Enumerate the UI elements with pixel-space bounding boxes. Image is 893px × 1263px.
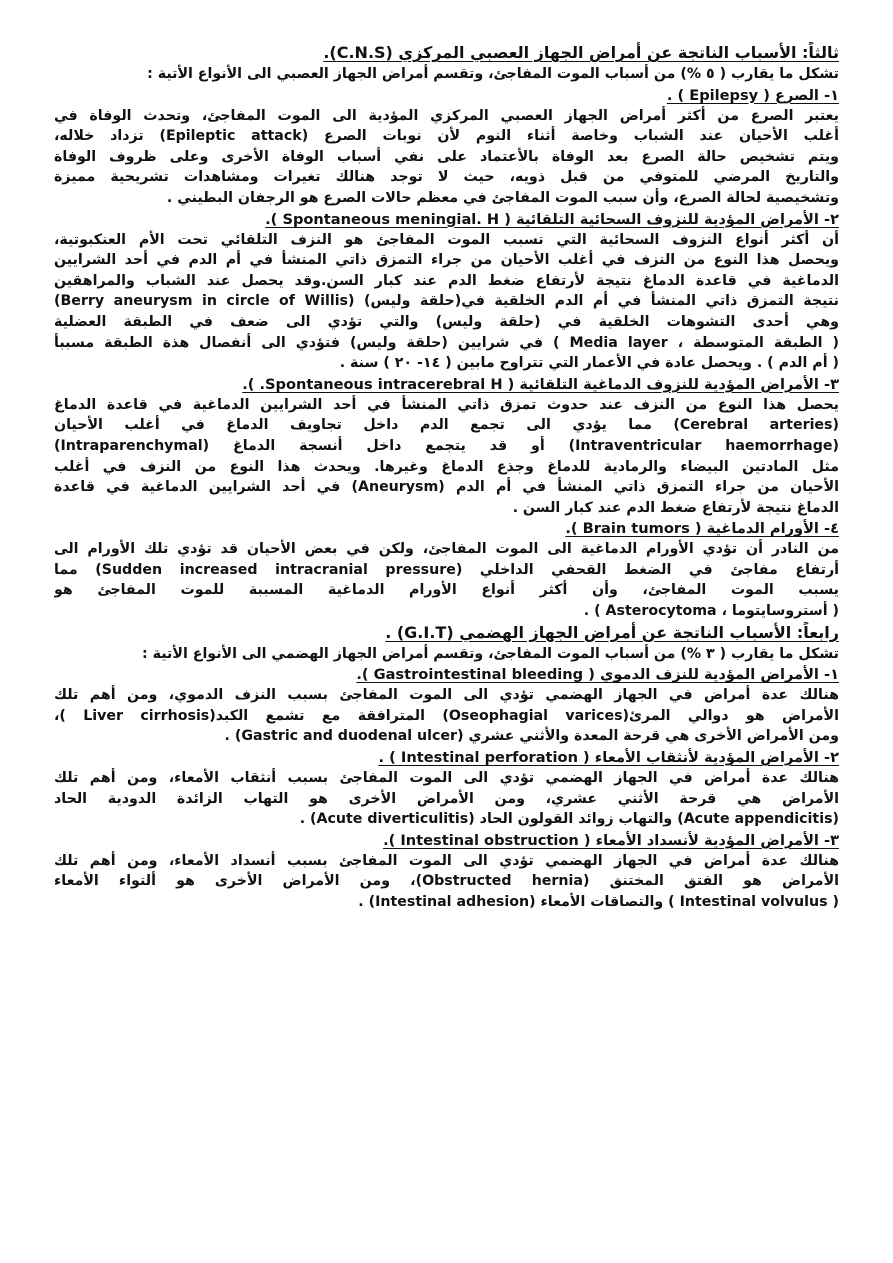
paragraph-line: الأمراض هي قرحة الأثني عشري، ومن الأمراض الأخرى هو التهاب الزائدة الدودية الحاد <box>54 790 839 807</box>
paragraph-line: ويتم تشخيص حالة الصرع بعد الوفاة بالأعتماد على نفي أسباب الوفاة الأخرى وعلى ظروف الوفاة <box>54 148 839 165</box>
paragraph-line: ( أستروسايتوما ، Asterocytoma ) . <box>583 603 839 620</box>
paragraph-line: أن أكثر أنواع النزوف السحائية التي تسبب الموت المفاجئ هو النزف التلقائي تحت الأم العنكبوتية، <box>54 231 839 248</box>
paragraph-line: مثل المادتين البيضاء والرمادية للدماغ وجذع الدماغ وغيرها. ويحدث هذا النوع من النزف في أغلب <box>54 458 839 475</box>
subsection-title-meningeal: ٢- الأمراض المؤدية للنزوف السحائية التلقائية ( Spontaneous meningial. H ). <box>265 210 839 228</box>
paragraph-line: والتاريخ المرضي للمتوفي من قبل ذويه، حيث لا توجد هنالك تغيرات ومشاهدات تشريحية مميزة <box>54 169 839 186</box>
paragraph-line: يعتبر الصرع من أكثر أمراض الجهاز العصبي المركزي المؤدية الى الموت المفاجئ، وتحدث الوفاة في <box>54 107 839 124</box>
paragraph-line: أغلب الأحيان عند الشباب وخاصة أثناء النوم لأن نوبات الصرع (Epileptic attack) تزداد خلاله، <box>54 128 839 145</box>
paragraph-line: ( الطبقة المتوسطة ، Media layer ) في شرايين (حلقة وليس) فتؤدي الى أنفصال هذة الطبقة مسببأ <box>54 334 839 351</box>
paragraph-line: هنالك عدة أمراض في الجهاز الهضمي تؤدي الى الموت المفاجئ بسبب أنسداد الأمعاء، ومن أهم تلك <box>54 852 839 869</box>
subsection-title-epilepsy: ١- الصرع ( Epilepsy ) . <box>666 86 839 104</box>
paragraph-line: الدماغ نتيجة لأرتفاع ضغط الدم عند كبار السن . <box>512 499 839 516</box>
paragraph-line: أرتفاع مفاجئ في الضغط القحفي الداخلي (Sudden increased intracranial pressure) مما <box>54 561 839 578</box>
section-intro: تشكل ما يقارب ( ٥ %) من أسباب الموت المفاجئ، وتقسم أمراض الجهاز العصبي الى الأنواع الأتية : <box>147 66 839 82</box>
paragraph-line: ( أم الدم ) . ويحصل عادة في الأعمار التي تتراوح مابين ( ١٤- ٢٠ ) سنة . <box>339 355 839 372</box>
subsection-title-brain-tumors: ٤- الأورام الدماغية ( Brain tumors ). <box>565 520 839 538</box>
subsection-title-gi-bleeding: ١- الأمراض المؤدية للنزف الدموي ( Gastrointestinal bleeding ). <box>356 666 839 684</box>
paragraph-line: يحصل هذا النوع من النزف عند حدوث تمزق ذاتي المنشأ في أحد الشرايين الدماغية في قاعدة الدماغ <box>54 396 839 413</box>
paragraph-line: نتيجة التمزق ذاتي المنشأ في أم الدم الخلقية في(حلقة وليس) (Berry aneurysm in circle of Willis) <box>54 293 839 310</box>
paragraph-line: (Acute appendicitis) والتهاب زوائد القولون الحاد (Acute diverticulitis) . <box>299 811 839 828</box>
paragraph-line: الأحيان من جراء التمزق ذاتي المنشأ في أم الدم (Aneurysm) في أحد الشرايين الدماغية في قاعدة <box>54 479 839 496</box>
paragraph-line: وتشخيصية لحالة الصرع، وأن سبب الموت المفاجئ في معظم حالات الصرع هو الرجفان البطيني . <box>166 189 839 206</box>
paragraph-line: الأمراض هو الفتق المختنق (Obstructed hernia)، ومن الأمراض الأخرى هو ألتواء الأمعاء <box>54 873 839 890</box>
paragraph-line: (Intraventricular haemorrhage) أو قد يتجمع داخل أنسجة الدماغ (Intraparenchymal) <box>54 437 839 454</box>
paragraph-line: يسبب الموت المفاجئ، وأن أكثر أنواع الأورام الدماغية المسببة للموت المفاجئ هو <box>54 582 839 599</box>
section-intro: تشكل ما يقارب ( ٣ %) من أسباب الموت المفاجئ، وتقسم أمراض الجهاز الهضمي الى الأنواع الأتية : <box>142 645 839 662</box>
subsection-title-perforation: ٢- الأمراض المؤدية لأنثقاب الأمعاء ( Intestinal perforation ) . <box>378 749 839 767</box>
subsection-title-intracerebral: ٣- الأمراض المؤدية للنزوف الدماغية التلقائية ( Spontaneous intracerebral H. ). <box>242 375 839 393</box>
section-heading-git: رابعاً: الأسباب الناتجة عن أمراض الجهاز الهضمي (G.I.T) . <box>385 622 839 642</box>
paragraph-line: هنالك عدة أمراض في الجهاز الهضمي تؤدي الى الموت المفاجئ بسبب النزف الدموي، ومن أهم تلك <box>54 687 839 704</box>
paragraph-line: من النادر أن تؤدي الأورام الدماغية الى الموت المفاجئ، ولكن في بعض الأحيان قد تؤدي تلك الأورام الى <box>54 541 839 558</box>
paragraph-line: (Cerebral arteries) مما يؤدي الى تجمع الدم داخل تجاويف الدماغ في أغلب الأحيان <box>54 417 839 434</box>
paragraph-line: الأمراض هو دوالي المرئ(Oseophagial varices) المترافقة مع تشمع الكبد(Liver cirrhosis )، <box>54 707 839 724</box>
section-heading-cns: ثالثاً: الأسباب الناتجة عن أمراض الجهاز العصبي المركزي (C.N.S). <box>323 43 839 62</box>
subsection-title-obstruction: ٣- الأمراض المؤدية لأنسداد الأمعاء ( Intestinal obstruction ). <box>383 831 839 849</box>
paragraph-line: الدماغية في قاعدة الدماغ نتيجة لأرتفاع ضغط الدم عند كبار السن.وقد يحصل عند الشباب والمراهقين <box>54 272 839 289</box>
paragraph-line: وهي أحدى التشوهات الخلقية في (حلقة وليس) والتي تؤدي الى ضعف في الطبقة العضلية <box>54 313 839 330</box>
paragraph-line: هنالك عدة أمراض في الجهاز الهضمي تؤدي الى الموت المفاجئ بسبب أنثقاب الأمعاء، ومن أهم تلك <box>54 770 839 787</box>
paragraph-line: ويحصل هذا النوع من النزف في أغلب الأحيان من جراء التمزق ذاتي المنشأ في أم الدم في أحد الشرايين <box>54 252 839 269</box>
paragraph-line: ومن الأمراض الأخرى هي قرحة المعدة والأثني عشري (Gastric and duodenal ulcer) . <box>224 728 839 745</box>
paragraph-line: ( Intestinal volvulus ) والتصاقات الأمعاء (Intestinal adhesion) . <box>358 894 839 910</box>
